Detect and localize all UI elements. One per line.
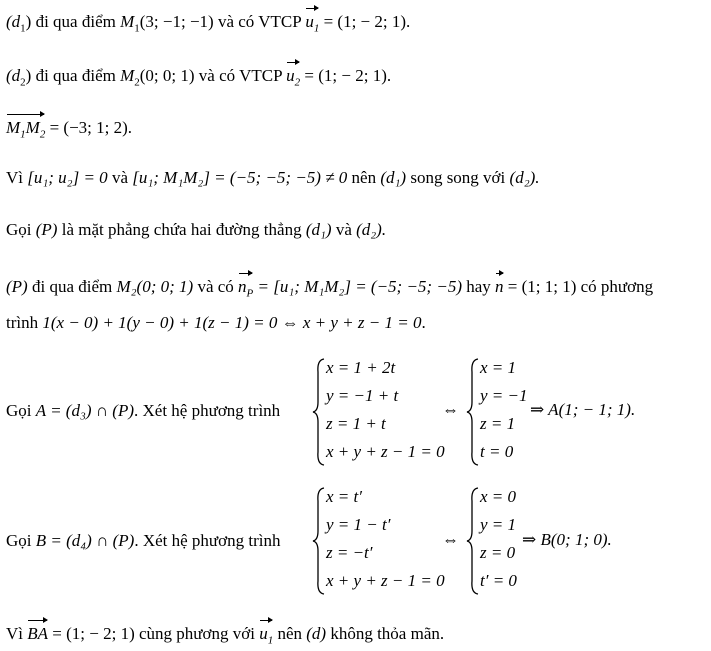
concl-u1-sub: 1 bbox=[267, 634, 274, 647]
concl-cung: cùng phương với bbox=[134, 624, 260, 643]
b-goi: Gọi bbox=[6, 531, 36, 550]
a-def: A = (d₃) ∩ (P) bbox=[35, 401, 135, 420]
ba-value: = (1; − 2; 1) bbox=[48, 624, 135, 643]
concl-u1-letter: u bbox=[259, 624, 268, 643]
plane-d1: (d₁) bbox=[305, 220, 332, 239]
eq-trinh: trình bbox=[6, 313, 43, 332]
d2-label-a: (d bbox=[6, 66, 21, 85]
d1-label-sub: 1 bbox=[20, 22, 26, 35]
sys-a-result: ⇒ A(1; − 1; 1). bbox=[530, 400, 636, 419]
parallel-and: và bbox=[107, 168, 133, 187]
np-value: = [u₁; M₁M₂] = (−5; −5; −5) bbox=[253, 277, 462, 296]
sys-a-left-brace bbox=[312, 358, 326, 466]
sys-a-iff: ⇔ bbox=[442, 400, 459, 419]
u1-vector bbox=[305, 7, 319, 39]
sys-a-right-brace bbox=[466, 358, 480, 466]
pn-co-phuong: có phương bbox=[576, 277, 654, 296]
sys-b-right-row-4: t′ = 0 bbox=[480, 571, 517, 590]
n-vector bbox=[495, 272, 504, 298]
eq-dot: . bbox=[421, 313, 426, 332]
sys-b-right-row-3: z = 0 bbox=[480, 543, 516, 562]
b-def: B = (d₄) ∩ (P) bbox=[35, 531, 135, 550]
parallel-d1: (d₁) bbox=[380, 168, 407, 187]
np-sub: P bbox=[246, 287, 254, 300]
sys-b-right-row-2: y = 1 bbox=[480, 515, 517, 534]
sys-b-iff: ⇔ bbox=[442, 530, 459, 549]
sys-b-left-row-2: y = 1 − t′ bbox=[326, 515, 391, 534]
np-vector bbox=[238, 272, 253, 304]
n-value: = (1; 1; 1) bbox=[503, 277, 577, 296]
m1-sub: 1 bbox=[134, 22, 140, 35]
u2-letter: u bbox=[286, 66, 295, 85]
plane-text: là mặt phẳng chứa hai đường thẳng bbox=[57, 220, 306, 239]
line-point-a bbox=[6, 400, 280, 422]
pn-p: (P) bbox=[6, 277, 28, 296]
sys-a-left-row-4: x + y + z − 1 = 0 bbox=[326, 442, 445, 461]
u1-letter: u bbox=[305, 12, 314, 31]
u2-vector bbox=[286, 61, 300, 93]
plane-goi: Gọi bbox=[6, 220, 36, 239]
m1m2-vector bbox=[6, 113, 45, 145]
sys-b-left-row-3: z = −t′ bbox=[326, 543, 373, 562]
m2-label: M bbox=[120, 66, 135, 85]
sys-b-result: ⇒ B(0; 1; 0). bbox=[522, 530, 612, 549]
m1m2-a: M bbox=[6, 118, 21, 137]
line-point-b bbox=[6, 530, 280, 552]
cross-u1-m1m2: [u₁; M₁M₂] = (−5; −5; −5) ≠ 0 bbox=[132, 168, 348, 187]
pn-m2: M₂(0; 0; 1) bbox=[116, 277, 194, 296]
plane-and: và bbox=[331, 220, 357, 239]
concl-u1-vector bbox=[259, 619, 273, 651]
a-xet: . Xét hệ phương trình bbox=[134, 401, 281, 420]
plane-d2: (d₂). bbox=[356, 220, 387, 239]
parallel-vi: Vì bbox=[6, 168, 28, 187]
line-parallel bbox=[6, 167, 540, 189]
line-plane-normal bbox=[6, 272, 653, 304]
m1m2-value: = (−3; 1; 2). bbox=[45, 118, 133, 137]
parallel-text: song song với bbox=[406, 168, 510, 187]
ba-letters: BA bbox=[27, 624, 49, 643]
sys-b-left-row-4: x + y + z − 1 = 0 bbox=[326, 571, 445, 590]
pn-and: và có bbox=[193, 277, 239, 296]
sys-a-right-row-2: y = −1 bbox=[480, 386, 528, 405]
d2-vtcp-text: và có VTCP bbox=[194, 66, 287, 85]
concl-nen: nên bbox=[273, 624, 307, 643]
d1-vtcp-text: và có VTCP bbox=[213, 12, 306, 31]
u1-value: = (1; − 2; 1). bbox=[319, 12, 411, 31]
line-conclusion bbox=[6, 619, 444, 651]
m2-coords: (0; 0; 1) bbox=[139, 66, 195, 85]
pn-passes: đi qua điểm bbox=[27, 277, 117, 296]
sys-b-left-row-1: x = t′ bbox=[326, 487, 362, 506]
plane-p: (P) bbox=[35, 220, 58, 239]
sys-a-right-row-3: z = 1 bbox=[480, 414, 516, 433]
m1m2-c: M bbox=[25, 118, 40, 137]
ba-vector bbox=[27, 619, 48, 645]
sys-b-left-brace bbox=[312, 487, 326, 595]
d2-label-sub: 2 bbox=[20, 76, 26, 89]
sys-a-left-row-3: z = 1 + t bbox=[326, 414, 386, 433]
m2-sub: 2 bbox=[134, 76, 140, 89]
sys-a-left-row-1: x = 1 + 2t bbox=[326, 358, 396, 377]
concl-d: (d) bbox=[306, 624, 327, 643]
d1-label-a: (d bbox=[6, 12, 21, 31]
m1-coords: (3; −1; −1) bbox=[139, 12, 214, 31]
d2-label-c: ) đi qua điểm bbox=[25, 66, 121, 85]
line-m1m2 bbox=[6, 113, 132, 145]
parallel-d2: (d₂). bbox=[509, 168, 540, 187]
pn-hay: hay bbox=[461, 277, 496, 296]
np-letter: n bbox=[238, 277, 247, 296]
sys-b-right-row-1: x = 0 bbox=[480, 487, 517, 506]
u2-value: = (1; − 2; 1). bbox=[300, 66, 392, 85]
d1-label-c: ) đi qua điểm bbox=[25, 12, 121, 31]
parallel-nen: nên bbox=[347, 168, 381, 187]
sys-a-right-row-4: t = 0 bbox=[480, 442, 514, 461]
n-letter: n bbox=[495, 277, 504, 296]
sys-a-right-row-1: x = 1 bbox=[480, 358, 517, 377]
m1m2-b: 1 bbox=[20, 128, 26, 141]
concl-vi: Vì bbox=[6, 624, 28, 643]
m1m2-d: 2 bbox=[39, 128, 46, 141]
line-d2 bbox=[6, 61, 391, 93]
line-plane-eq bbox=[6, 312, 426, 334]
sys-a-left-row-2: y = −1 + t bbox=[326, 386, 399, 405]
cross-u1-u2: [u₁; u₂] = 0 bbox=[27, 168, 108, 187]
u2-sub: 2 bbox=[294, 76, 301, 89]
u1-sub: 1 bbox=[313, 22, 320, 35]
line-plane-def bbox=[6, 219, 386, 241]
m1-label: M bbox=[120, 12, 135, 31]
b-xet: . Xét hệ phương trình bbox=[134, 531, 281, 550]
eq-expression: 1(x − 0) + 1(y − 0) + 1(z − 1) = 0 ⇔ x + y + z − 1 = 0 bbox=[42, 313, 422, 332]
sys-b-right-brace bbox=[466, 487, 480, 595]
concl-end: không thỏa mãn. bbox=[326, 624, 445, 643]
line-d1 bbox=[6, 7, 410, 39]
a-goi: Gọi bbox=[6, 401, 36, 420]
